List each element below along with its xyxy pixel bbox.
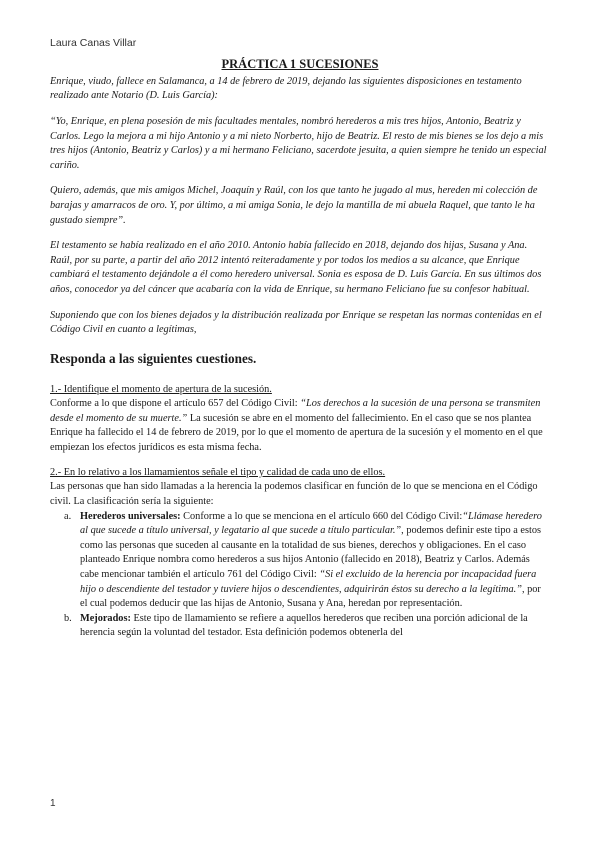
question-1-heading: 1.- Identifique el momento de apertura de la sucesión. <box>50 383 272 395</box>
item-text: Este tipo de llamamiento se refiere a aquellos herederos que reciben una porción adicional de la herencia según la voluntad del testador. Esta definición podemos obtenerla del <box>80 612 528 639</box>
document-body <box>50 56 550 641</box>
question-1-answer <box>50 397 550 455</box>
list-item <box>64 510 550 612</box>
item-text: Conforme a lo que se menciona en el artículo 660 del Código Civil: <box>180 510 463 522</box>
statement-intro: Enrique, viudo, fallece en Salamanca, a 14 de febrero de 2019, dejando las siguientes disposiciones en testamento realizado ante Notario (D. Luis García): <box>50 75 522 102</box>
question-2-heading: 2.- En lo relativo a los llamamientos señale el tipo y calidad de cada uno de ellos. <box>50 466 386 478</box>
call-types-list <box>50 510 550 641</box>
statement-will-1: “Yo, Enrique, en plena posesión de mis facultades mentales, nombró herederos a mis tres hijos, Antonio, Beatriz y Carlos. Lego la mejora a mi hijo Antonio y a mi nieto Norberto, hijo de Beatriz. El resto de mis bienes se los dejo a mis tres hijos (Antonio, Beatriz y Carlos) y a mi hermano Feliciano, sacerdote jesuita, a quien siempre he tenido un especial cariño. <box>50 115 547 171</box>
question-2-intro: Las personas que han sido llamadas a la herencia la podemos clasificar en función de lo que se menciona en el Código civil. La clasificación sería la siguiente: <box>50 481 538 507</box>
item-text: , podemos definir este tipo a estos como las personas que suceden al causante en la totalidad de sus bienes, derechos y obligaciones. En el caso planteado Enrique nombra como herederos a sus hijos Antonio (fallecido en 2018), Beatriz y Carlos. Además cabe mencionar también el artículo 761 del Código Civil: <box>80 525 542 580</box>
item-term: Herederos universales: <box>80 510 181 522</box>
statement-will-2: Quiero, además, que mis amigos Michel, Joaquín y Raúl, con los que tanto he jugado al mus, hereden mi colección de barajas y amarracos de oro. Y, por último, a mi amiga Sonia, le dejo la mantilla de mi abuela Raquel, que tanto le ha gustado siempre”. <box>50 185 538 226</box>
q1-answer-quote: “Los derechos a la sucesión de una persona se transmiten desde el momento de su muerte.” <box>50 398 541 424</box>
statement-assumption: Suponiendo que con los bienes dejados y la distribución realizada por Enrique se respetan las normas contenidas en el Código Civil en cuanto a legítimas, <box>50 309 542 336</box>
item-term: Mejorados: <box>80 612 131 624</box>
item-quote: “Si el excluido de la herencia por incapacidad fuera hijo o descendiente del testador y tuviere hijos o descendientes, adquirirán éstos su derecho a la legítima.” <box>80 568 537 595</box>
q1-answer-text: Conforme a lo que dispone el artículo 657 del Código Civil: <box>50 398 301 410</box>
list-marker: a. <box>64 510 72 522</box>
list-item <box>64 612 550 641</box>
item-text: , por el cual podemos deducir que las hijas de Antonio, Susana y Ana, heredan por representación. <box>80 583 541 610</box>
document-title: PRÁCTICA 1 SUCESIONES <box>221 57 379 71</box>
header-author: Laura Canas Villar <box>50 37 137 49</box>
q1-answer-text-end: La sucesión se abre en el momento del fallecimiento. En el caso que se nos plantea Enrique ha fallecido el 14 de febrero de 2019, por lo que el momento de apertura de la sucesión y el momento en el que empiezan los efectos jurídicos es esta misma fecha. <box>50 412 543 454</box>
section-heading: Responda a las siguientes cuestiones. <box>50 350 257 366</box>
page-number: 1 <box>50 798 56 809</box>
statement-facts: El testamento se había realizado en el año 2010. Antonio había fallecido en 2018, dejando dos hijas, Susana y Ana. Raúl, por su parte, a partir del año 2012 intentó reiteradamente y por todos los medios a su alcance, que Enrique cambiará el testamento dejándole a él como heredero universal. Sonia es esposa de D. Luis García. En sus últimos dos años, conocedor ya del cáncer que acabaría con la vida de Enrique, su hermano Feliciano fue su confesor habitual. <box>50 240 542 296</box>
item-quote: “Llámase heredero al que sucede a título universal, y legatario al que sucede a título particular.” <box>80 510 542 537</box>
list-marker: b. <box>64 612 72 624</box>
